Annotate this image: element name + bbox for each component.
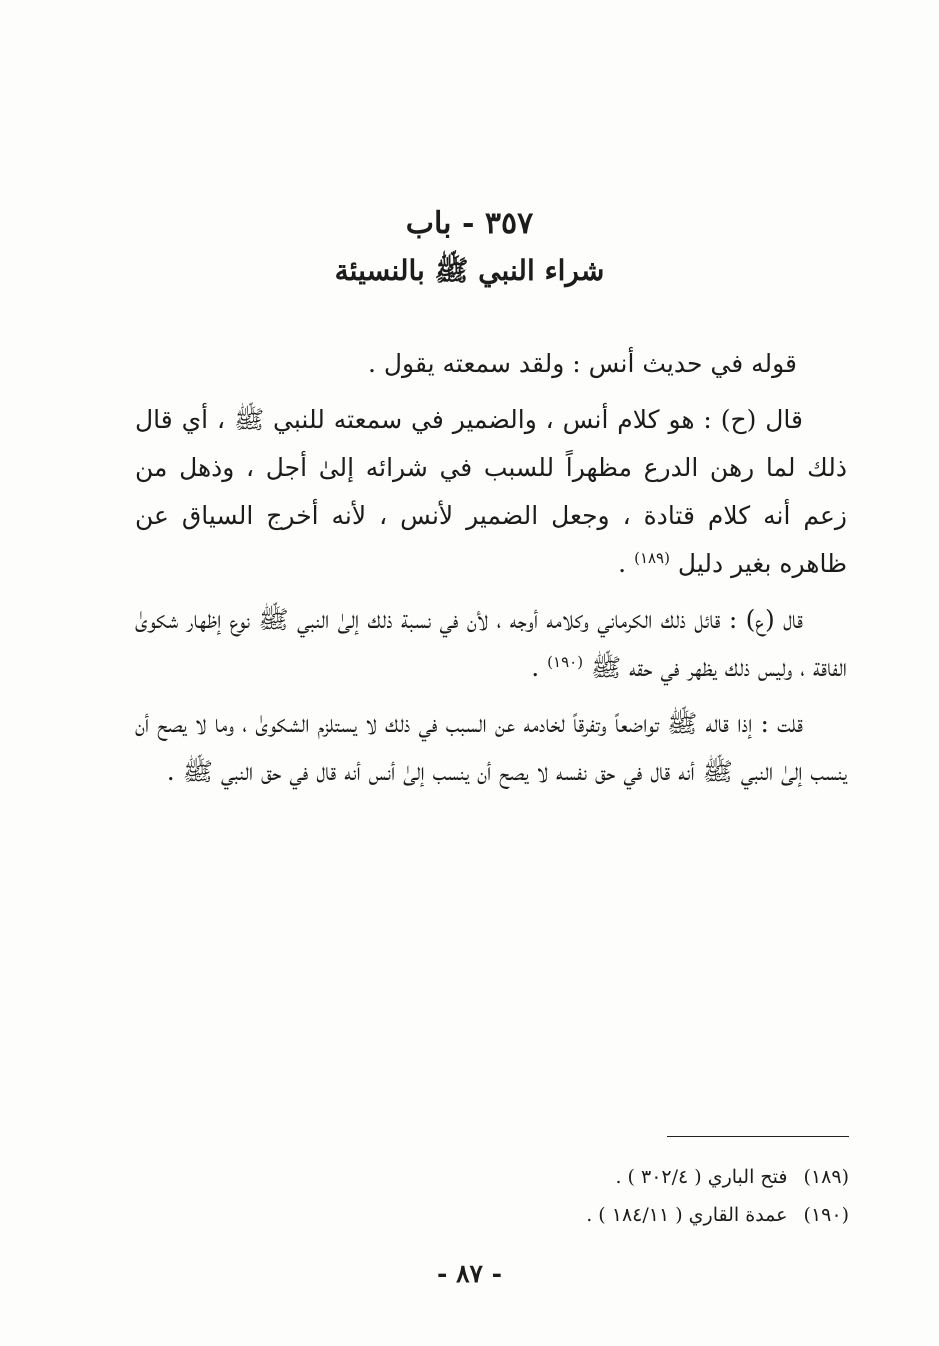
footnote-item [349,1196,849,1234]
footnote-text: فتح الباري ( ٣٠٢/٤ ) . [615,1166,788,1188]
paragraph-ayni [135,596,847,692]
footnotes [349,1158,849,1234]
footnote-reference: (١٨٩) [634,549,670,567]
chapter-title: شراء النبي ﷺ بالنسيئة [334,254,605,287]
paragraph-hafiz [135,396,847,588]
page-number: - ٨٧ - [436,1259,503,1288]
footnote-reference: (١٩٠) [547,653,584,671]
paragraph-end: . [618,549,627,578]
paragraph-text: قال (ح) : هو كلام أنس ، والضمير في سمعته للنبي ﷺ ، أي قال ذلك لما رهن الدرع مظهراً للسبب في شرائه إلىٰ أجل ، وذهل من زعم أنه كلام قتادة ، وجعل الضمير لأنس ، لأنه أخرج السياق عن ظاهره بغير دليل [135,405,847,578]
footnote-text: عمدة القاري ( ١٨٤/١١ ) . [586,1204,788,1226]
chapter-number: ٣٥٧ - باب [405,206,534,241]
body-text [135,340,847,796]
footnote-number: (١٨٩) [803,1166,849,1188]
footnote-item [349,1158,849,1196]
paragraph-author [135,700,847,796]
chapter-heading [0,202,939,296]
paragraph-quote [135,340,847,388]
paragraph-text: قوله في حديث أنس : ولقد سمعته يقول . [367,349,797,378]
paragraph-text: قلت : إذا قاله ﷺ تواضعاً وتفرقاً لخادمه عن السبب في ذلك لا يستلزم الشكوىٰ ، وما لا يصح أن ينسب إلىٰ النبي ﷺ أنه قال في حق نفسه لا يصح أن ينسب إلىٰ أنس أنه قال في حق النبي ﷺ . [135,709,847,786]
footnote-number: (١٩٠) [803,1204,849,1226]
footnote-divider [667,1136,849,1137]
paragraph-end: . [531,653,540,682]
paragraph-text: قال (ع) : قائل ذلك الكرماني وكلامه أوجه ، لأن في نسبة ذلك إلىٰ النبي ﷺ نوع إظهار شكوىٰ الفاقة ، وليس ذلك يظهر في حقه ﷺ [135,605,847,682]
